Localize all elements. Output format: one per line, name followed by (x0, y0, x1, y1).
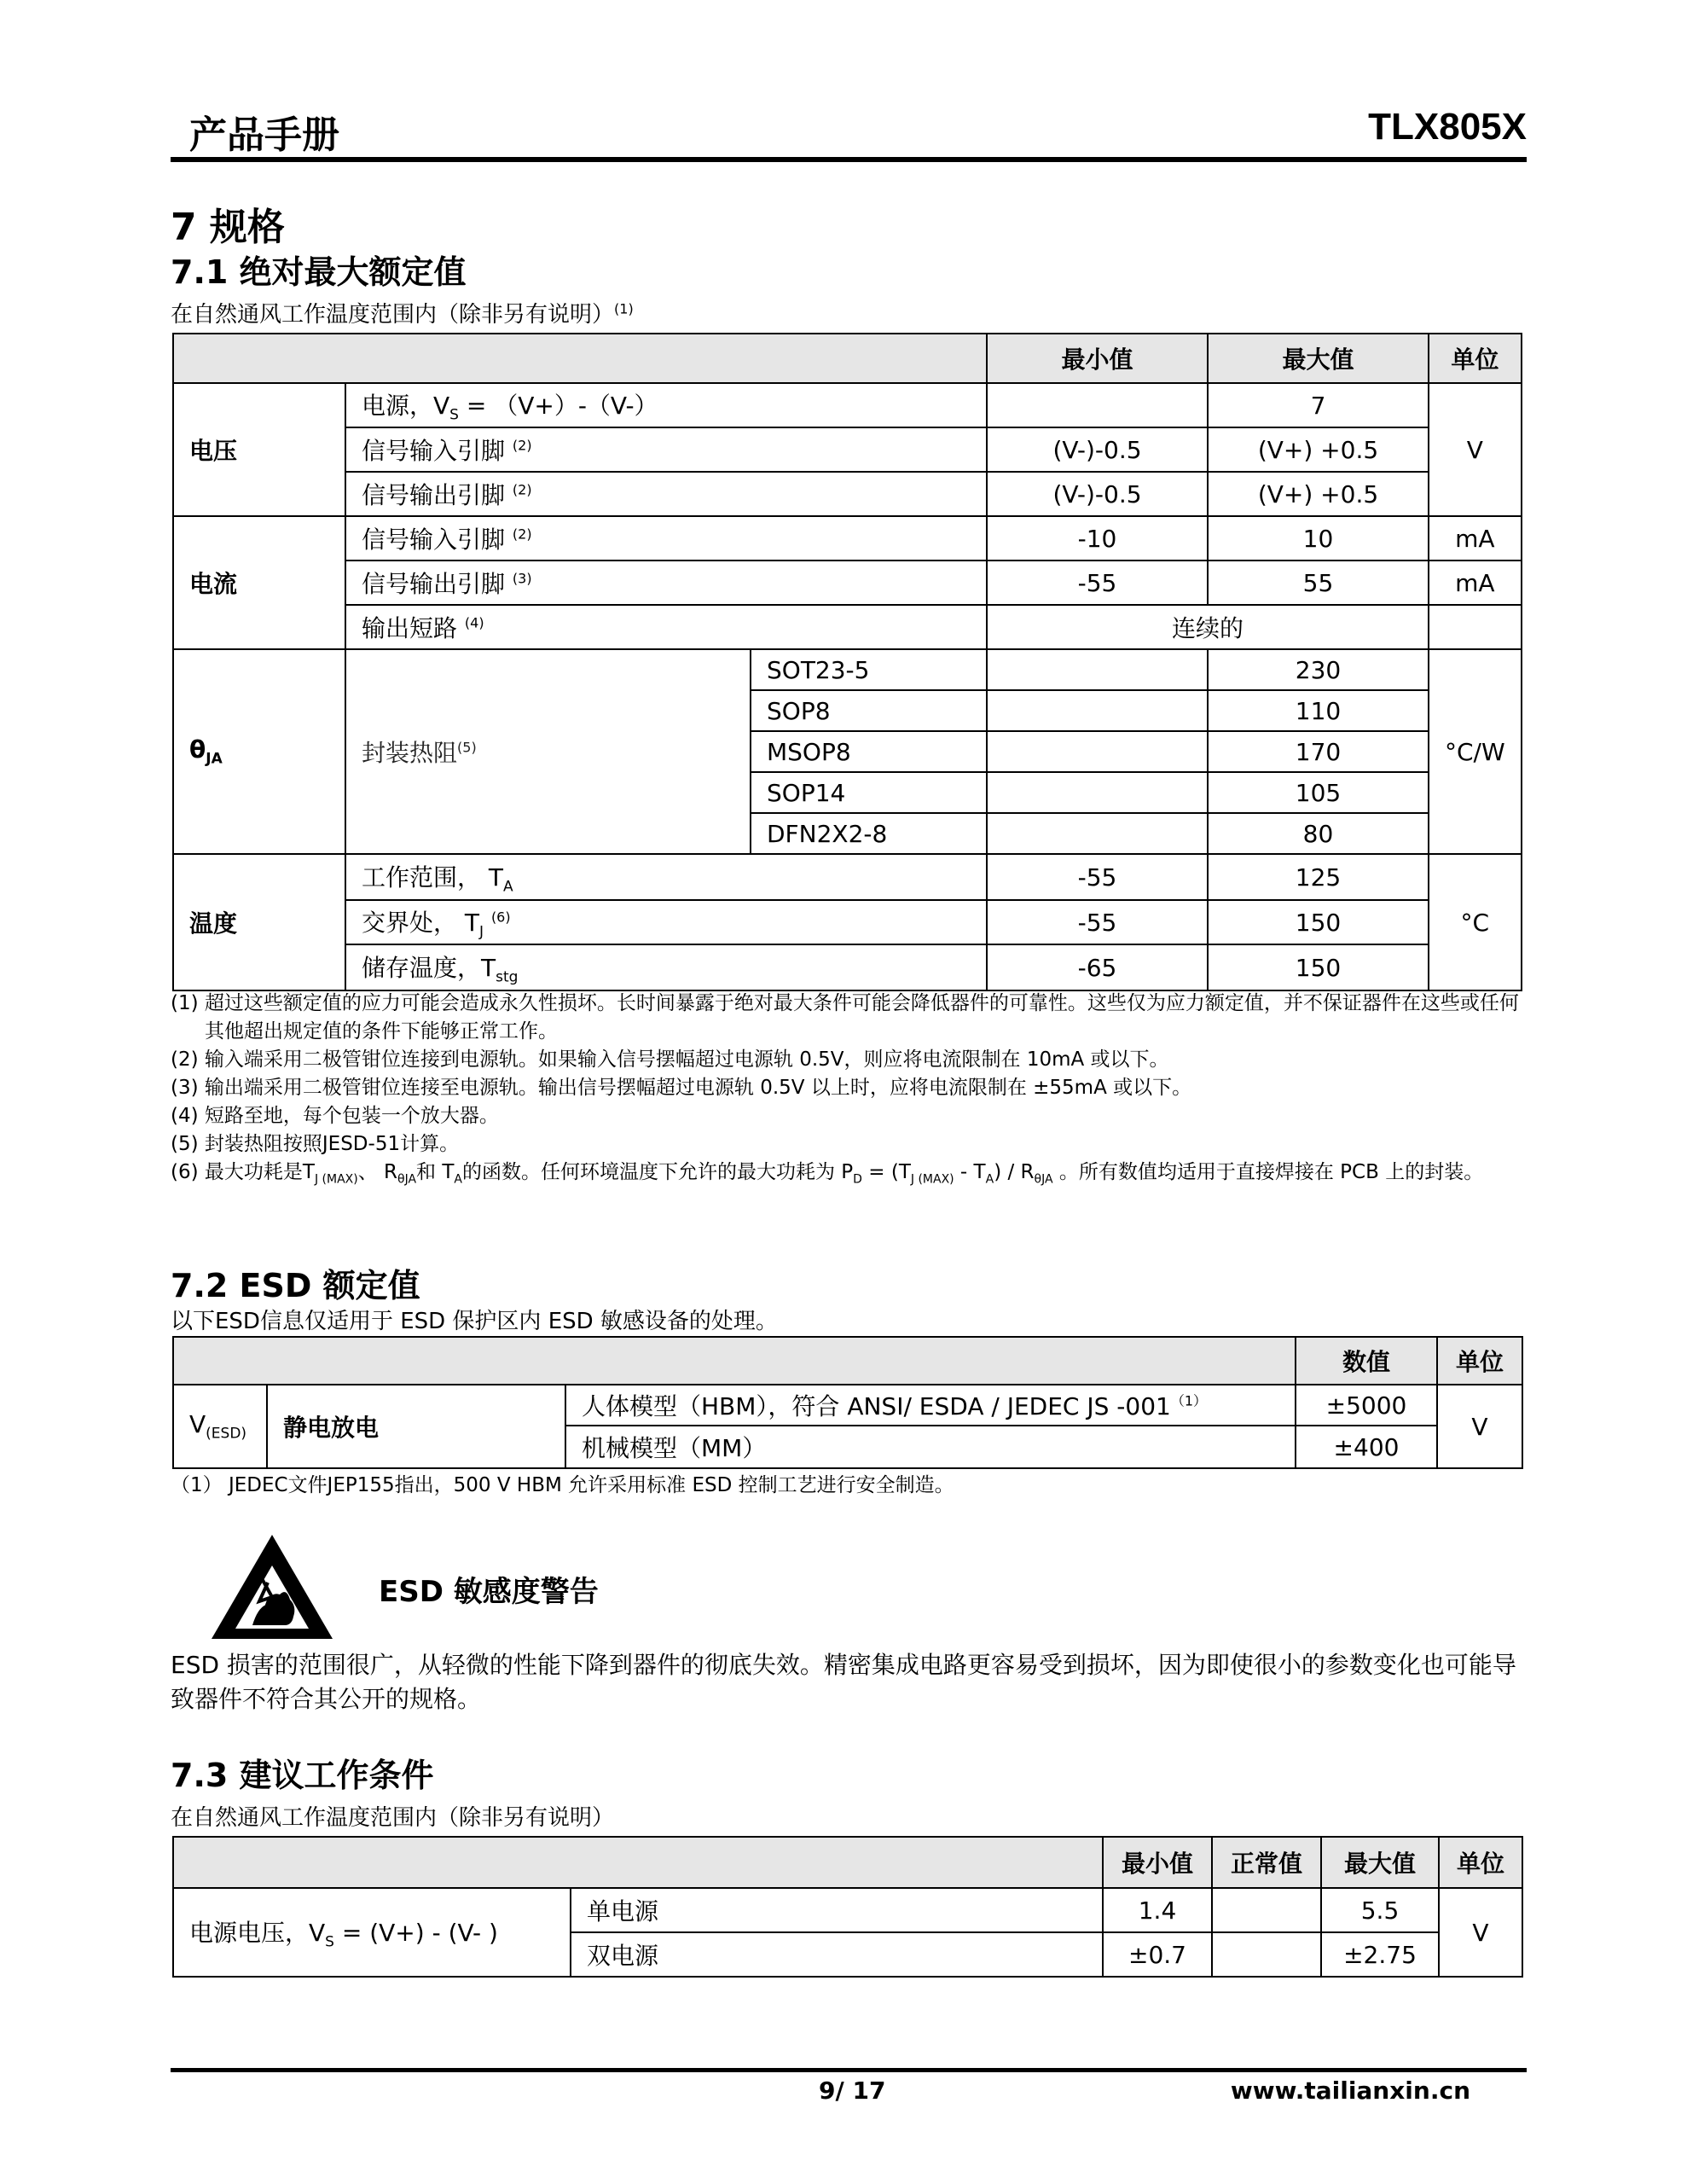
footnote-1: (1) 超过这些额定值的应力可能会造成永久性损坏。长时间暴露于绝对最大条件可能会降低器件的可靠性。这些仅为应力额定值，并不保证器件在这些或任何其他超出规定值的条件下能够正常工作。 (171, 992, 1519, 1043)
col-max: 最大值 (1321, 1837, 1439, 1888)
table-row: DFN2X2-8 80 (173, 813, 1522, 854)
abs-max-table (172, 333, 1522, 991)
esd-footnote: （1） JEDEC文件JEP155指出，500 V HBM 允许采用标准 ESD 控制工艺进行安全制造。 (171, 1474, 954, 1496)
table-row: 信号输入引脚 $^{(2)}$ (V-)-0.5 (V+) +0.5 (173, 427, 1522, 472)
table-row: 电压 电源，$V_S = (V+)-(V-)$ 7 V (173, 383, 1522, 427)
group-voltage: 电压 (173, 383, 345, 516)
esd-table (172, 1336, 1523, 1469)
col-max: 最大值 (1208, 334, 1429, 383)
footnote-3: (3) 输出端采用二极管钳位连接至电源轨。输出信号摆幅超过电源轨 0.5V 以上时，应将电流限制在 ±55mA 或以下。 (171, 1077, 1192, 1099)
condition-note-7-1: 在自然通风工作温度范围内（除非另有说明）$^{(1)}$ (171, 300, 634, 328)
footnote-5: (5) 封装热阻按照JESD-51计算。 (171, 1133, 460, 1155)
group-temperature: 温度 (173, 854, 345, 990)
table-row: 信号输出引脚 $^{(3)}$ -55 55 mA (173, 561, 1522, 605)
table-row: 电流 信号输入引脚 $^{(2)}$ -10 10 mA (173, 516, 1522, 561)
table-row: 机械模型（MM） ±400 (173, 1426, 1522, 1468)
footer-rule (171, 2068, 1527, 2072)
subsection-title-7-1: 7.1 绝对最大额定值 (171, 253, 467, 291)
manual-title: 产品手册 (189, 113, 339, 157)
table-row: $V_{(ESD)}$ 静电放电 人体模型（HBM），符合 ANSI/ ESDA / JEDEC JS $-001^{(1)}$ ±5000 V (173, 1385, 1522, 1426)
website: www.tailianxin.cn (1230, 2077, 1470, 2105)
part-number: TLX805X (1368, 106, 1527, 148)
footnote-2: (2) 输入端采用二极管钳位连接到电源轨。如果输入信号摆幅超过电源轨 0.5V，则应将电流限制在 10mA 或以下。 (171, 1048, 1169, 1071)
col-min: 最小值 (1103, 1837, 1212, 1888)
col-unit: 单位 (1437, 1337, 1522, 1385)
esd-warning-title: ESD 敏感度警告 (379, 1575, 599, 1609)
table-row: 交界处， $T_J$ $^{(6)}$ -55 150 (173, 900, 1522, 944)
table-row: 双电源 ±0.7 ±2.75 (173, 1932, 1522, 1977)
group-theta-ja: $\theta_{JA}$ (173, 649, 345, 854)
header-rule (171, 157, 1527, 162)
table-row: 信号输出引脚 $^{(2)}$ (V-)-0.5 (V+) +0.5 (173, 472, 1522, 516)
section-title: 7 规格 (171, 206, 285, 249)
page-number: 9/ 17 (819, 2077, 886, 2105)
col-value: 数值 (1296, 1337, 1437, 1385)
col-unit: 单位 (1429, 334, 1522, 383)
table-header-row (173, 334, 1522, 383)
table-row: SOP14 105 (173, 772, 1522, 813)
subsection-title-7-2: 7.2 ESD 额定值 (171, 1267, 420, 1304)
table-row: 输出短路 $^{(4)}$ 连续的 (173, 605, 1522, 649)
esd-warning-icon (208, 1531, 336, 1642)
table-header-row (173, 1837, 1522, 1888)
footnote-4: (4) 短路至地，每个包装一个放大器。 (171, 1105, 499, 1127)
table-row: 储存温度，$T_{stg}$ -65 150 (173, 944, 1522, 990)
esd-warning-text: ESD 损害的范围很广，从轻微的性能下降到器件的彻底失效。精密集成电路更容易受到损坏，因为即使很小的参数变化也可能导致器件不符合其公开的规格。 (171, 1651, 1516, 1713)
table-header-row (173, 1337, 1522, 1385)
footnote-6: (6) 最大功耗是$T_{J (MAX)}$、 $R_{\theta JA}$和 $T_A$的函数。任何环境温度下允许的最大功耗为 $P_D = (T_{J (MAX)} - T_A) / R_{\theta JA}$ 。所有数值均适用于直接焊接在 PCB 上的封装。 (171, 1161, 1484, 1187)
table-row: MSOP8 170 (173, 731, 1522, 772)
subsection-title-7-3: 7.3 建议工作条件 (171, 1757, 434, 1794)
col-min: 最小值 (987, 334, 1208, 383)
col-typ: 正常值 (1212, 1837, 1321, 1888)
table-row: SOP8 110 (173, 690, 1522, 731)
condition-note-7-3: 在自然通风工作温度范围内（除非另有说明） (171, 1805, 615, 1831)
col-unit: 单位 (1439, 1837, 1522, 1888)
footnotes-7-1 (171, 990, 1527, 1194)
table-row: 温度 工作范围， $T_A$ -55 125 °C (173, 854, 1522, 900)
esd-intro: 以下ESD信息仅适用于 ESD 保护区内 ESD 敏感设备的处理。 (171, 1309, 778, 1334)
table-row: $\theta_{JA}$ 封装热阻$^{(5)}$ SOT23-5 230 °C/W (173, 649, 1522, 690)
table-row: 电源电压，$V_S = (V+) - (V-$ ) 单电源 1.4 5.5 V (173, 1888, 1522, 1932)
recommended-table (172, 1836, 1523, 1978)
group-current: 电流 (173, 516, 345, 649)
